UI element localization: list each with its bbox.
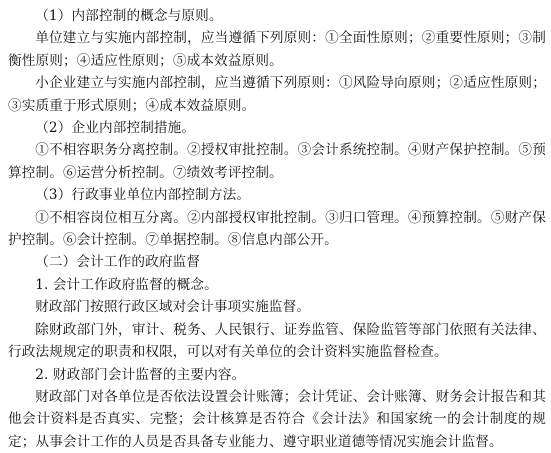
paragraph-small-enterprise-principles: 小企业建立与实施内部控制，应当遵循下列原则：①风险导向原则；②适应性原则；③实质重于形式原则；④成本效益原则。 xyxy=(8,75,546,114)
section-title-government-supervision: （二）会计工作的政府监督 xyxy=(35,254,201,271)
paragraph-finance-department-supervision: 财政部门按照行政区域对会计事项实施监督。 xyxy=(35,299,311,316)
paragraph-enterprise-control-list: ①不相容职务分离控制。②授权审批控制。③会计系统控制。④财产保护控制。⑤预算控制。⑥运营分析控制。⑦绩效考评控制。 xyxy=(8,142,546,181)
heading-enterprise-control-measures: （2）企业内部控制措施。 xyxy=(35,120,196,137)
paragraph-other-departments: 除财政部门外，审计、税务、人民银行、证券监管、保险监管等部门依照有关法律、行政法规规定的职责和权限，可以对有关单位的会计资料实施监督检查。 xyxy=(8,321,546,361)
document-body xyxy=(8,5,546,453)
paragraph-unit-principles: 单位建立与实施内部控制，应当遵循下列原则：①全面性原则；②重要性原则；③制衡性原则；④适应性原则；⑤成本效益原则。 xyxy=(8,30,546,69)
heading-administrative-control-methods: （3）行政事业单位内部控制方法。 xyxy=(35,187,251,204)
subheading-supervision-content: 2. 财政部门会计监督的主要内容。 xyxy=(35,366,246,383)
subheading-supervision-concept: 1. 会计工作政府监督的概念。 xyxy=(35,276,218,293)
paragraph-administrative-control-list: ①不相容岗位相互分离。②内部授权审批控制。③归口管理。④预算控制。⑤财产保护控制。⑥会计控制。⑦单据控制。⑧信息内部公开。 xyxy=(8,209,546,249)
paragraph-supervision-content: 财政部门对各单位是否依法设置会计账簿；会计凭证、会计账簿、财务会计报告和其他会计资料是否真实、完整；会计核算是否符合《会计法》和国家统一的会计制度的规定；从事会计工作的人员是否具备专业能力、遵守职业道德等情况实施会计监督。 xyxy=(8,388,546,450)
heading-internal-control-principles: （1）内部控制的概念与原则。 xyxy=(35,8,223,24)
